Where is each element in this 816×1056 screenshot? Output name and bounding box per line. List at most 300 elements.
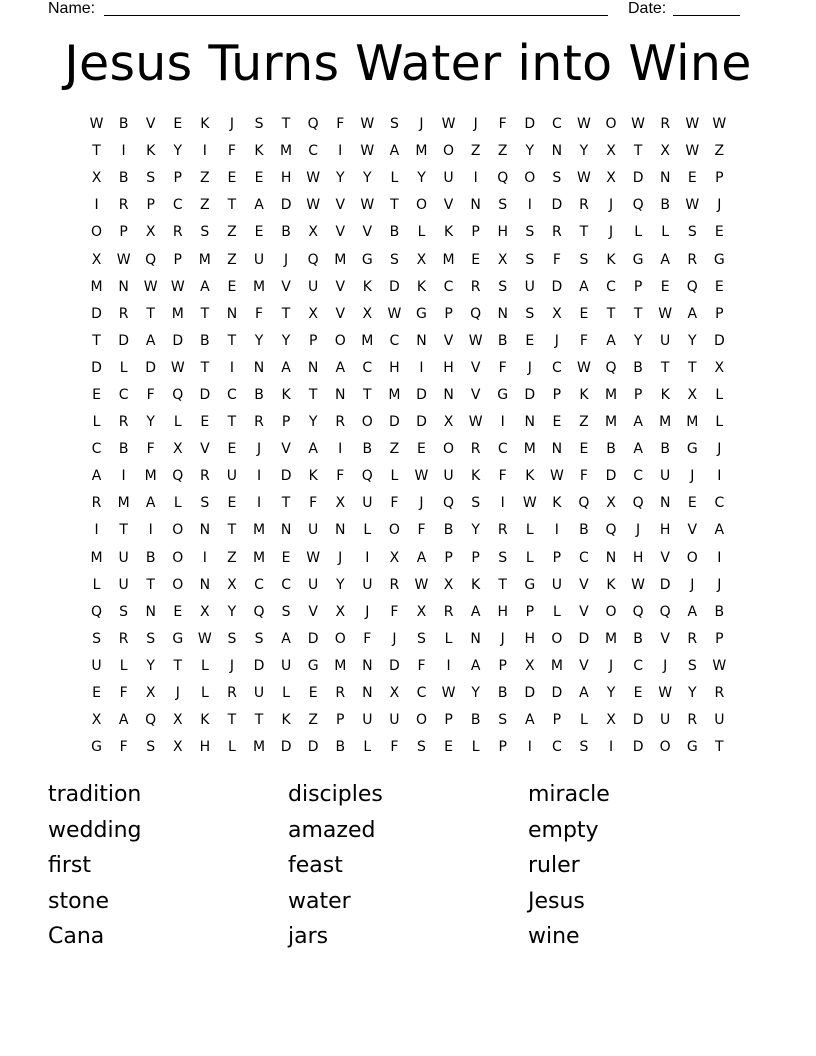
grid-letter: S xyxy=(146,739,156,756)
grid-letter: W xyxy=(658,685,673,702)
grid-letter: Z xyxy=(227,224,237,241)
grid-letter: N xyxy=(335,522,346,539)
grid-letter: I xyxy=(202,143,207,160)
grid-letter: F xyxy=(498,468,507,485)
grid-letter: X xyxy=(91,170,102,187)
grid-letter: H xyxy=(443,359,454,376)
grid-letter: V xyxy=(335,278,346,295)
grid-letter: X xyxy=(606,712,616,729)
grid-letter: S xyxy=(146,630,156,647)
grid-letter: I xyxy=(554,522,559,539)
grid-letter: Q xyxy=(686,278,698,295)
grid-letter: F xyxy=(119,685,128,702)
grid-letter: N xyxy=(551,441,563,458)
grid-row xyxy=(83,517,733,544)
word-list-item: wedding xyxy=(48,817,142,843)
grid-letter: Q xyxy=(632,603,644,620)
grid-letter: A xyxy=(714,522,725,539)
grid-letter: U xyxy=(118,549,129,566)
grid-letter: J xyxy=(608,657,614,674)
grid-letter: M xyxy=(252,549,266,566)
grid-letter: B xyxy=(118,441,129,458)
grid-letter: K xyxy=(471,576,481,593)
grid-letter: Z xyxy=(227,251,237,268)
grid-letter: R xyxy=(91,495,102,512)
grid-letter: S xyxy=(579,251,589,268)
grid-letter: A xyxy=(281,630,291,647)
grid-letter: A xyxy=(145,332,156,349)
grid-row xyxy=(83,436,733,463)
grid-letter: X xyxy=(172,712,183,729)
grid-letter: D xyxy=(524,386,536,403)
grid-letter: J xyxy=(717,576,722,593)
grid-letter: Y xyxy=(525,143,535,160)
grid-letter: K xyxy=(416,278,427,295)
grid-letter: B xyxy=(145,549,156,566)
grid-letter: B xyxy=(660,441,670,458)
grid-letter: S xyxy=(417,739,426,756)
grid-letter: A xyxy=(660,251,670,268)
grid-letter: U xyxy=(389,712,400,729)
grid-letter: L xyxy=(282,685,290,702)
grid-letter: F xyxy=(146,441,155,458)
grid-letter: B xyxy=(633,359,643,376)
grid-letter: T xyxy=(633,143,643,160)
grid-letter: T xyxy=(498,576,507,593)
grid-letter: X xyxy=(335,495,346,512)
grid-letter: W xyxy=(360,143,375,160)
word-list-item: ruler xyxy=(528,853,580,878)
grid-letter: I xyxy=(148,522,153,539)
grid-letter: R xyxy=(687,712,698,729)
grid-letter: X xyxy=(200,603,210,620)
word-list-item: empty xyxy=(528,817,599,843)
grid-letter: I xyxy=(717,468,722,485)
grid-letter: R xyxy=(552,224,562,241)
grid-letter: D xyxy=(280,739,292,756)
grid-letter: Q xyxy=(253,603,265,620)
grid-letter: L xyxy=(200,685,209,702)
grid-letter: V xyxy=(281,441,291,458)
grid-letter: G xyxy=(91,739,102,756)
grid-letter: T xyxy=(227,522,237,539)
grid-letter: F xyxy=(579,332,588,349)
grid-letter: S xyxy=(687,224,697,241)
grid-letter: D xyxy=(199,386,211,403)
grid-letter: D xyxy=(307,630,319,647)
grid-letter: T xyxy=(687,359,697,376)
grid-letter: N xyxy=(199,522,211,539)
grid-letter: Z xyxy=(227,549,237,566)
grid-letter: E xyxy=(525,332,535,349)
grid-letter: S xyxy=(92,630,101,647)
grid-letter: K xyxy=(471,468,481,485)
grid-letter: V xyxy=(362,224,373,241)
grid-letter: E xyxy=(417,441,426,458)
grid-letter: T xyxy=(92,143,101,160)
grid-letter: Y xyxy=(335,170,345,187)
grid-letter: Y xyxy=(633,332,643,349)
grid-letter: N xyxy=(416,332,427,349)
grid-letter: Z xyxy=(389,441,400,458)
grid-letter: D xyxy=(118,332,129,349)
grid-letter: U xyxy=(308,522,319,539)
grid-letter: L xyxy=(200,657,209,674)
grid-letter: B xyxy=(633,630,643,647)
grid-letter: Y xyxy=(579,143,589,160)
grid-letter: S xyxy=(498,278,508,295)
grid-letter: M xyxy=(361,332,374,349)
grid-letter: S xyxy=(525,251,535,268)
grid-letter: D xyxy=(551,278,563,295)
grid-letter: E xyxy=(687,495,697,512)
grid-letter: X xyxy=(606,170,616,187)
grid-letter: B xyxy=(660,197,670,214)
grid-letter: C xyxy=(281,576,291,593)
grid-letter: L xyxy=(363,522,372,539)
grid-letter: X xyxy=(416,251,427,268)
grid-letter: C xyxy=(633,657,643,674)
grid-row xyxy=(83,246,733,273)
grid-letter: S xyxy=(200,495,210,512)
grid-letter: E xyxy=(173,603,183,620)
grid-letter: N xyxy=(199,576,211,593)
grid-letter: X xyxy=(552,305,562,322)
grid-letter: N xyxy=(362,685,373,702)
grid-row xyxy=(83,219,733,246)
grid-row xyxy=(83,274,733,301)
grid-letter: D xyxy=(659,576,671,593)
grid-letter: S xyxy=(687,657,697,674)
grid-letter: F xyxy=(146,386,155,403)
grid-letter: E xyxy=(227,170,237,187)
grid-letter: V xyxy=(335,197,346,214)
grid-letter: E xyxy=(714,224,724,241)
grid-letter: U xyxy=(362,712,373,729)
grid-letter: O xyxy=(605,116,617,133)
grid-letter: W xyxy=(414,576,429,593)
grid-letter: X xyxy=(416,603,427,620)
grid-letter: P xyxy=(633,278,643,295)
grid-letter: Y xyxy=(146,657,155,674)
grid-letter: M xyxy=(334,251,347,268)
grid-letter: F xyxy=(390,495,399,512)
grid-letter: C xyxy=(497,441,508,458)
grid-letter: U xyxy=(308,278,319,295)
grid-letter: N xyxy=(280,522,292,539)
grid-letter: P xyxy=(444,549,453,566)
grid-letter: X xyxy=(524,657,535,674)
grid-letter: L xyxy=(92,414,101,431)
grid-letter: M xyxy=(117,495,130,512)
grid-letter: S xyxy=(389,116,399,133)
grid-letter: L xyxy=(580,712,588,729)
grid-letter: M xyxy=(198,251,211,268)
grid-letter: Q xyxy=(145,712,157,729)
grid-letter: O xyxy=(524,170,536,187)
grid-letter: O xyxy=(172,576,184,593)
grid-letter: O xyxy=(415,712,427,729)
grid-letter: J xyxy=(690,468,695,485)
grid-letter: U xyxy=(443,170,454,187)
grid-letter: U xyxy=(280,657,292,674)
grid-letter: E xyxy=(200,414,210,431)
grid-letter: W xyxy=(577,116,591,133)
grid-letter: J xyxy=(175,685,180,702)
grid-letter: G xyxy=(361,251,373,268)
grid-letter: U xyxy=(226,468,238,485)
grid-letter: O xyxy=(443,143,455,160)
grid-row xyxy=(83,734,733,761)
grid-letter: A xyxy=(389,143,400,160)
grid-letter: X xyxy=(687,386,698,403)
grid-letter: Q xyxy=(632,197,644,214)
grid-letter: R xyxy=(660,116,671,133)
grid-letter: R xyxy=(687,251,698,268)
grid-letter: W xyxy=(577,170,591,187)
grid-letter: H xyxy=(632,549,644,566)
grid-letter: Q xyxy=(361,468,373,485)
grid-letter: E xyxy=(471,251,481,268)
grid-letter: U xyxy=(253,685,265,702)
word-list-item: tradition xyxy=(48,782,142,807)
grid-letter: Q xyxy=(443,495,455,512)
grid-letter: H xyxy=(199,739,211,756)
word-list-item: jars xyxy=(288,924,329,949)
grid-letter: Y xyxy=(471,522,480,539)
grid-letter: J xyxy=(256,441,262,458)
grid-letter: Y xyxy=(335,576,345,593)
grid-letter: X xyxy=(145,685,156,702)
grid-letter: X xyxy=(443,414,454,431)
grid-letter: L xyxy=(634,224,642,241)
grid-letter: N xyxy=(443,386,454,403)
grid-letter: U xyxy=(362,576,373,593)
grid-letter: E xyxy=(227,278,237,295)
grid-letter: D xyxy=(389,414,400,431)
word-list-item: wine xyxy=(528,924,580,949)
grid-letter: M xyxy=(280,143,293,160)
grid-letter: J xyxy=(229,657,234,674)
grid-letter: D xyxy=(551,685,563,702)
grid-letter: P xyxy=(471,549,480,566)
grid-letter: U xyxy=(524,278,535,295)
grid-letter: G xyxy=(416,305,427,322)
grid-letter: A xyxy=(470,603,481,620)
grid-letter: T xyxy=(579,224,589,241)
grid-letter: A xyxy=(633,441,643,458)
grid-letter: E xyxy=(227,495,237,512)
grid-letter: B xyxy=(254,386,264,403)
grid-letter: W xyxy=(631,116,646,133)
grid-letter: I xyxy=(446,657,451,674)
grid-letter: B xyxy=(470,712,481,729)
grid-letter: W xyxy=(306,170,321,187)
grid-letter: K xyxy=(281,386,291,403)
grid-letter: C xyxy=(172,197,183,214)
grid-letter: S xyxy=(498,197,508,214)
grid-letter: C xyxy=(416,685,427,702)
grid-letter: D xyxy=(524,116,536,133)
grid-letter: S xyxy=(281,603,291,620)
grid-letter: G xyxy=(686,739,698,756)
grid-letter: X xyxy=(497,251,508,268)
grid-letter: Y xyxy=(227,603,237,620)
grid-letter: E xyxy=(633,685,643,702)
grid-letter: A xyxy=(118,712,129,729)
grid-letter: A xyxy=(335,359,346,376)
grid-letter: X xyxy=(389,685,400,702)
grid-letter: S xyxy=(525,224,535,241)
grid-letter: L xyxy=(444,630,453,647)
grid-letter: Q xyxy=(172,386,184,403)
grid-letter: F xyxy=(390,739,399,756)
grid-letter: P xyxy=(498,657,507,674)
grid-letter: D xyxy=(578,630,590,647)
grid-letter: Z xyxy=(497,143,508,160)
grid-letter: O xyxy=(172,549,184,566)
grid-letter: W xyxy=(441,116,456,133)
grid-letter: S xyxy=(498,549,508,566)
grid-letter: S xyxy=(200,224,210,241)
grid-letter: R xyxy=(227,685,237,702)
grid-letter: C xyxy=(91,441,102,458)
grid-letter: D xyxy=(91,359,102,376)
grid-letter: Y xyxy=(471,685,480,702)
grid-letter: F xyxy=(336,468,345,485)
grid-letter: A xyxy=(416,549,427,566)
grid-letter: E xyxy=(173,116,183,133)
grid-letter: F xyxy=(309,495,318,512)
grid-letter: B xyxy=(714,603,725,620)
grid-letter: T xyxy=(119,522,128,539)
grid-letter: P xyxy=(525,603,535,620)
grid-letter: W xyxy=(360,116,375,133)
date-label: Date: xyxy=(628,0,667,17)
grid-letter: F xyxy=(336,116,345,133)
grid-letter: E xyxy=(714,278,724,295)
grid-letter: K xyxy=(660,386,670,403)
grid-letter: E xyxy=(579,441,589,458)
grid-letter: W xyxy=(170,278,185,295)
grid-letter: S xyxy=(498,712,508,729)
grid-letter: M xyxy=(604,386,618,403)
grid-letter: D xyxy=(280,468,292,485)
grid-letter: X xyxy=(91,251,102,268)
grid-letter: W xyxy=(549,468,564,485)
grid-letter: E xyxy=(308,685,318,702)
grid-letter: B xyxy=(606,441,616,458)
grid-letter: S xyxy=(119,603,129,620)
grid-letter: P xyxy=(119,224,128,241)
grid-letter: H xyxy=(659,522,671,539)
grid-letter: K xyxy=(606,251,616,268)
grid-letter: P xyxy=(308,332,318,349)
grid-letter: M xyxy=(90,278,103,295)
grid-letter: M xyxy=(252,278,266,295)
grid-letter: V xyxy=(687,522,698,539)
grid-letter: W xyxy=(306,197,321,214)
grid-letter: R xyxy=(579,197,589,214)
grid-letter: W xyxy=(170,359,185,376)
grid-letter: P xyxy=(336,712,345,729)
grid-letter: X xyxy=(145,224,156,241)
grid-letter: L xyxy=(661,224,670,241)
grid-letter: T xyxy=(363,386,372,403)
grid-letter: J xyxy=(554,332,559,349)
grid-letter: C xyxy=(551,739,562,756)
grid-letter: Z xyxy=(200,197,210,214)
grid-letter: L xyxy=(173,414,182,431)
grid-letter: J xyxy=(690,576,695,593)
grid-letter: N xyxy=(335,386,346,403)
grid-letter: Y xyxy=(308,414,318,431)
grid-letter: X xyxy=(172,739,183,756)
grid-letter: T xyxy=(281,116,291,133)
grid-letter: Q xyxy=(605,522,617,539)
grid-letter: R xyxy=(118,630,129,647)
grid-letter: Q xyxy=(659,603,671,620)
grid-letter: W xyxy=(685,116,700,133)
grid-letter: T xyxy=(227,332,237,349)
grid-letter: W xyxy=(414,468,429,485)
grid-letter: X xyxy=(660,143,670,160)
grid-letter: A xyxy=(281,359,291,376)
grid-letter: W xyxy=(658,305,673,322)
grid-row xyxy=(83,409,733,436)
grid-letter: H xyxy=(524,630,536,647)
grid-row xyxy=(83,328,733,355)
grid-letter: Y xyxy=(417,170,426,187)
grid-letter: T xyxy=(146,305,155,322)
grid-letter: S xyxy=(525,305,535,322)
grid-letter: F xyxy=(579,468,588,485)
grid-letter: N xyxy=(145,603,156,620)
grid-letter: E xyxy=(227,441,237,458)
grid-letter: J xyxy=(608,197,614,214)
grid-letter: U xyxy=(443,468,454,485)
grid-letter: S xyxy=(579,739,589,756)
grid-letter: J xyxy=(229,116,234,133)
grid-letter: I xyxy=(256,468,262,485)
grid-letter: W xyxy=(441,685,456,702)
grid-letter: V xyxy=(335,305,346,322)
grid-letter: D xyxy=(632,739,644,756)
grid-letter: T xyxy=(200,305,210,322)
grid-row xyxy=(83,490,733,517)
grid-letter: J xyxy=(663,657,668,674)
grid-letter: L xyxy=(173,495,182,512)
grid-letter: I xyxy=(500,495,505,512)
grid-letter: W xyxy=(306,549,321,566)
grid-letter: I xyxy=(338,143,343,160)
grid-letter: V xyxy=(145,116,156,133)
grid-letter: B xyxy=(281,224,291,241)
grid-letter: D xyxy=(91,305,102,322)
grid-letter: M xyxy=(171,305,184,322)
grid-letter: D xyxy=(713,332,725,349)
grid-letter: W xyxy=(143,278,158,295)
grid-letter: C xyxy=(227,386,237,403)
grid-letter: M xyxy=(388,386,401,403)
grid-letter: T xyxy=(281,495,291,512)
word-list-item: water xyxy=(288,888,351,914)
grid-letter: V xyxy=(443,332,454,349)
grid-letter: B xyxy=(443,522,454,539)
grid-letter: W xyxy=(360,197,375,214)
grid-letter: O xyxy=(551,630,563,647)
grid-letter: E xyxy=(254,170,264,187)
